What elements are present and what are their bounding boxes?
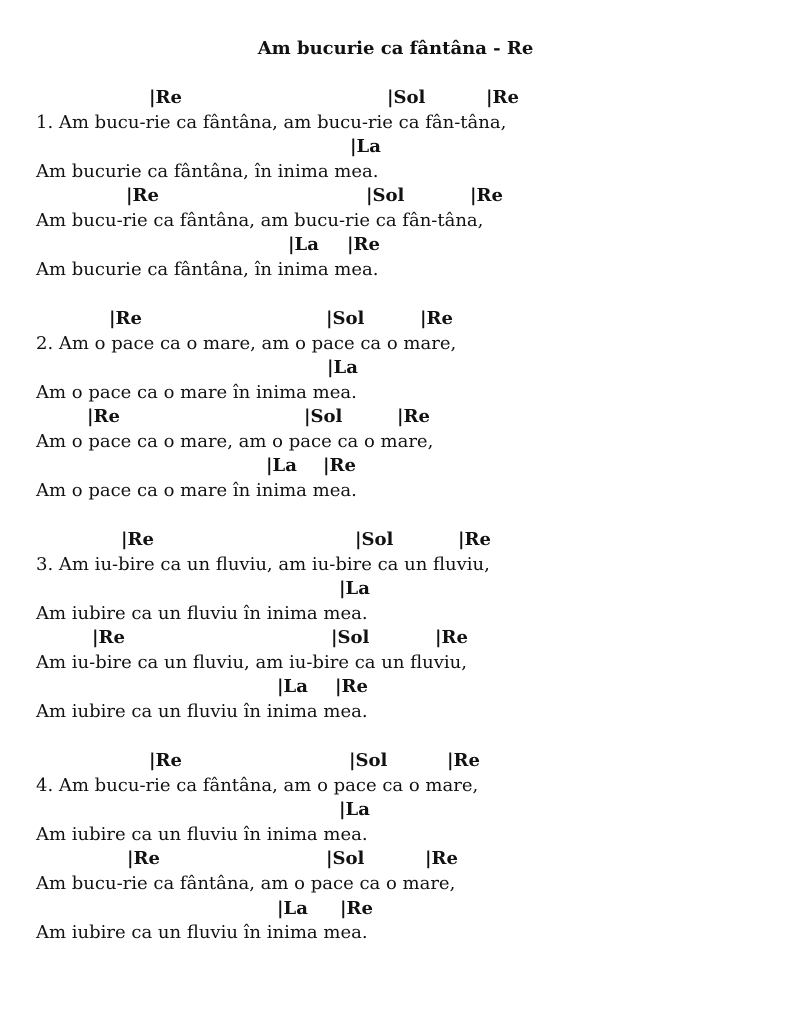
chord-line	[0, 454, 791, 478]
lyric-line	[0, 209, 791, 233]
chord-line	[0, 86, 791, 110]
chord: |La	[277, 898, 308, 919]
chord-line	[0, 577, 791, 601]
chord: |Re	[335, 676, 368, 697]
chord-line	[0, 135, 791, 159]
chord: |Re	[486, 87, 519, 108]
lyric-line	[0, 872, 791, 896]
lyric-text: 3. Am iu-bire ca un fluviu, am iu-bire ca un fluviu,	[36, 554, 490, 575]
lyric-text: Am o pace ca o mare în inima mea.	[36, 382, 357, 403]
chord: |Re	[458, 529, 491, 550]
lyric-line	[0, 381, 791, 405]
chord: |Sol	[326, 848, 365, 869]
chord: |Re	[397, 406, 430, 427]
chord: |Re	[149, 87, 182, 108]
chord: |Sol	[366, 185, 405, 206]
chord: |Re	[470, 185, 503, 206]
chord-line	[0, 847, 791, 871]
chord: |Re	[149, 750, 182, 771]
lyric-text: Am iu-bire ca un fluviu, am iu-bire ca un fluviu,	[36, 652, 467, 673]
lyric-line	[0, 774, 791, 798]
chord: |Re	[92, 627, 125, 648]
lyric-text: Am bucurie ca fântâna, în inima mea.	[36, 259, 379, 280]
lyric-text: Am iubire ca un fluviu în inima mea.	[36, 603, 368, 624]
chord: |Re	[126, 185, 159, 206]
lyric-text: Am iubire ca un fluviu în inima mea.	[36, 824, 368, 845]
chord-line	[0, 798, 791, 822]
chord-line	[0, 405, 791, 429]
chord-line	[0, 233, 791, 257]
chord: |La	[288, 234, 319, 255]
lyric-line	[0, 479, 791, 503]
lyric-line	[0, 823, 791, 847]
chord: |La	[350, 136, 381, 157]
chord: |Re	[323, 455, 356, 476]
chord: |Sol	[326, 308, 365, 329]
song-title: Am bucurie ca fântâna - Re	[257, 38, 534, 59]
chord: |Re	[435, 627, 468, 648]
chord: |Sol	[387, 87, 426, 108]
chord-line	[0, 184, 791, 208]
chord-line	[0, 307, 791, 331]
lyric-text: Am bucu-rie ca fântâna, am bucu-rie ca fân-tâna,	[36, 210, 484, 231]
lyric-text: Am o pace ca o mare în inima mea.	[36, 480, 357, 501]
chord: |Re	[109, 308, 142, 329]
chord-line	[0, 749, 791, 773]
chord: |Sol	[304, 406, 343, 427]
lyric-text: Am o pace ca o mare, am o pace ca o mare,	[36, 431, 434, 452]
chord: |Sol	[349, 750, 388, 771]
chord: |La	[339, 578, 370, 599]
chord: |Re	[87, 406, 120, 427]
chord: |La	[327, 357, 358, 378]
lyric-text: 1. Am bucu-rie ca fântâna, am bucu-rie ca fân-tâna,	[36, 112, 507, 133]
chord: |Re	[425, 848, 458, 869]
chord: |Re	[340, 898, 373, 919]
chord-line	[0, 626, 791, 650]
lyric-text: Am bucurie ca fântâna, în inima mea.	[36, 161, 379, 182]
lyric-line	[0, 258, 791, 282]
chord-line	[0, 675, 791, 699]
lyric-line	[0, 160, 791, 184]
lyric-line	[0, 430, 791, 454]
lyric-text: Am iubire ca un fluviu în inima mea.	[36, 701, 368, 722]
chord: |Re	[127, 848, 160, 869]
chord-line	[0, 356, 791, 380]
chord: |Re	[420, 308, 453, 329]
lyric-text: Am bucu-rie ca fântâna, am o pace ca o mare,	[36, 873, 456, 894]
chord: |Re	[347, 234, 380, 255]
lyric-line	[0, 921, 791, 945]
chord: |Sol	[355, 529, 394, 550]
lyric-line	[0, 553, 791, 577]
lyric-text: Am iubire ca un fluviu în inima mea.	[36, 922, 368, 943]
chord-line	[0, 897, 791, 921]
chord: |La	[266, 455, 297, 476]
lyric-text: 4. Am bucu-rie ca fântâna, am o pace ca o mare,	[36, 775, 479, 796]
chord: |Sol	[331, 627, 370, 648]
chord: |La	[277, 676, 308, 697]
lyric-line	[0, 700, 791, 724]
lyric-line	[0, 602, 791, 626]
chord: |Re	[121, 529, 154, 550]
lyric-line	[0, 651, 791, 675]
lyric-line	[0, 111, 791, 135]
lyric-text: 2. Am o pace ca o mare, am o pace ca o mare,	[36, 333, 457, 354]
chord: |La	[339, 799, 370, 820]
lyric-line	[0, 332, 791, 356]
chord: |Re	[447, 750, 480, 771]
chord-line	[0, 528, 791, 552]
